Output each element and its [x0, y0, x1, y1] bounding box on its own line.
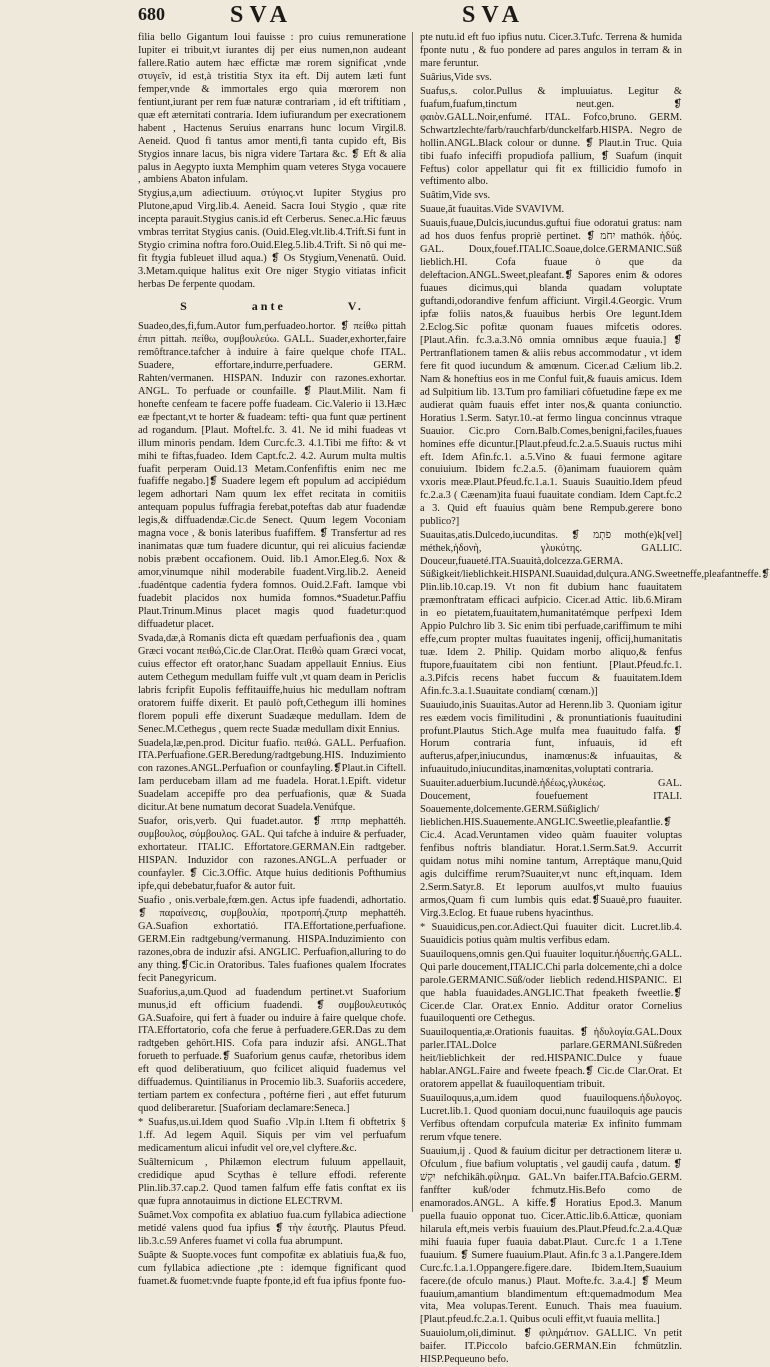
dictionary-entry: * Suauidicus,pen.cor.Adiect.Qui fuauiter dicit. Lucret.lib.4. Suauidicis potius quàm multis verfibus edam.	[420, 921, 682, 946]
section-heading-letter-v: V.	[347, 299, 364, 314]
column-divider	[412, 32, 413, 1212]
dictionary-entry: Suauiloquus,a,um.idem quod fuauiloquens.ἡδυλογος. Lucret.lib.1. Quod quoniam docui,nunc fuauiloquis age paucis Verfibus oftendam corpufcula materiæ Ex infinito fummam rerum vfque tenere.	[420, 1093, 682, 1144]
dictionary-entry: * Suafus,us.ui.Idem quod Suafio .Vlp.in l.Item fi obftetrix § 1.ff. Ad legem Aquil. Siquis per vim vel perfuafum medicamentum alicui infudit vel ore,vel clyftere.&c.	[138, 1117, 406, 1155]
dictionary-entry: Suauiter.aduerbium.Iucundè.ἡδέως,γλυκέως. GAL. Doucement, fouefuement ITALI. Soauemente,dolcemente.GERM.Süßiglich/ lieblichen.HIS.Suauemente.ANGLIC.Sweetlie,pleafantlie.❡ Cic.4. Acad.Veruntamen video quàm fuauiter voluptas fenfibus noftris blandiatur. Horat.1.Serm.Sat.9. Accurrit quidam notus mihi nomine tantum, Arreptáque manu,Quid agis dulciffime rerum?Suauiter,vt nunc eft,inquam. Idem 2.Serm.Satyr.8. Et leporum auulfos,vt multo fuauius armos,Quam fi cum lumbis quis edat.❡Suauè,pro fuauiter. Virg.3.Eclog. Et fuaue rubens hyacinthus.	[420, 778, 682, 919]
left-column	[138, 32, 406, 1287]
dictionary-entry: Suaue,ãt fuauitas.Vide SVAVIVM.	[420, 204, 565, 216]
dictionary-entry: Suâpte & Suopte.voces funt compofitæ ex ablatiuis fua,& fuo, cum fyllabica adiectione ,pte : idemque fignificant quod fuamet.& fuomet:vnde fuapte fponte,id eft fua ipfius fponte fuo-	[138, 1249, 406, 1287]
dictionary-entry: Suâlternicum , Philæmon electrum fuluum appellauit, credidique apud Scythas è tellure effodi. referente Plin.lib.37.cap.2. Quod tamen falfum effe fatis conftat ex iis quæ fupra annotauimus in dictione ELECTRVM.	[138, 1157, 406, 1207]
dictionary-entry: Suauiolum,oli,diminut. ❡ φιλημάτιον. GALLIC. Vn petit baifer. IT.Piccolo bafcio.GERMAN.Ein fchmützlin. HISP.Pequeuno befo.	[420, 1328, 682, 1366]
dictionary-entry: Suafio , onis.verbale,fœm.gen. Actus ipfe fuadendi, adhortatio. ❡ παραίνεσις, συμβουλία, προτροπή.ζπιπρ mephattéh. GA.Suafion exhortatió. ITA.Effortatione,perfuafione. GERM.Ein radtgebung/vermanung. HISPA.Induzimiento con razones,obra de induzir afsi. ANGLIC. Perfuafion,alluring to do any thing.❡Cic.in Oratoribus. Tales fuafiones qualem Ifocrates fecit Panegyricum.	[138, 894, 406, 984]
dictionary-entry: Suauis,fuaue,Dulcis,iucundus.guftui fiue odoratui gratus: nam ad hos duos fenfus propriè pertinet. ❡ יִחֹמ mathók. ἡδύς. GAL. Doux,fouef.ITALIC.Soaue,dolce.GERMANIC.Süß lieblich.HI. Cofa fuaue ò que da deleftacion.ANGL.Sweet,pleafant.❡ Sapores enim & odores fuaues dicimus,qui blanda quadam voluptate guftandi,odorandive fenfum afficiunt. Virgil.4.Georgic. Vrum ipfæ foliis natos,& fuauibus herbis Ore legunt.Idem 2.Eclog.Sic pofitæ quonam fuaues mifcetis odores. [Plaut.Afin. fc.3.a.3.Nô omnia omnibus æque fuauia.] ❡ Pertranflationem tamen & aliis rebus accommodatur , vt idem fere fit quod iucundum & amœnum. Cicer.ad Cælium lib.2. Nam & honeftius eos in me Conful fuit,& fuauis amicus. Idem ad Sulpitium lib. 13.Tum pro familiari cõfuetudine fæpe ex me audierat quàm fuauis effet inter nos,& quanta coniunctio. Horatius 1.Serm. Satyr.10.-at fermo lingua concinnus vtraque Suauior. Cic.pro Corn.Balb.Comes,benigni,faciles,fuaues homines effe dicuntur.[Plaut.pfeud.fc.2.a.5.Suauis ructus mihi eft. Idem Afin.fc.1. a.5.Vino & fuaui fermone agitare conuiuium. Ibidem fc.2.a.5. (ô)animam fuauiorem quàm vxoris meæ.Plaut.Pfeud.fc.1.a.1. Suauis Suauitio.Idem pfeud fc.2.a.3 ( Cæenam)ita fuaui fuauitate condiam. Idem Capt.fc.2 a 3. Quid eft fuauius quàm bene Rempub.gerere bono publico?]	[420, 218, 682, 528]
dictionary-entry: Suauitas,atis.Dulcedo,iucunditas. ❡ פֹתְמ moth(e)k[vel] méthek,ἡδονὴ, γλυκύτης. GALLIC. Douceur,fuaueté.ITA.Suauità,dolcezza.GERMA. Süßigkeit/lieblichkeit.HISPANI.Suauidad,dulçura.ANG.Sweetneffe,pleafantneffe.❡ Plin.lib.10.cap.19. Vt non fit dubium hanc fuauitatem præmonftratam efficaci aufpicio. Cicer.ad Attic. lib.6.Miram in eo pietatem,fuauitatem,humanitatémque perfpexi Idem Appio Pulchro lib 3. Sic enim tibi perfuade,cariffimum te mihi effe,cum propter multas fuauitates ingenij, officij,humanitatis tuæ. Idem 2. Philip. Quidam morbo aliquo,& fenfus ftupore,fuauitatem cibi non fentiunt. [Plaut.Pfeud.fc.1. a.3.Pifcis recens habet fuccum & fuauitatem.Idem Afin.fc.3.a.1.Suauitate condiam( cœnam.)]	[420, 530, 770, 697]
dictionary-entry: Suârius,Vide svs.	[420, 71, 492, 83]
section-heading-word: ante	[251, 299, 286, 314]
dictionary-entry: Suauiloquens,omnis gen.Qui fuauiter loquitur.ἡδυεπὴς.GALL. Qui parle doucement,ITALIC.Chi parla dolcemente,chi a dolce parole.GERMANIC.Süß/oder lieblich redend.HISPANIC. El que habla fuauidades.ANGLIC.That fpeaketh fweetlie.❡ Cicer.de Clar. Orat.ex Ennio. Additur orator Cornelius fuauiloquenti ore Cethegus.	[420, 948, 683, 1025]
section-heading-letter: S	[180, 299, 190, 314]
dictionary-entry: Suafor, oris,verb. Qui fuadet.autor. ❡ πτπρ mephattéh. συμβουλος, σύμβουλος. GAL. Qui tafche à induire & perfuader, exhortateur. ITALIC. Effortatore.GERMAN.Ein radtgeber. HISPAN. Induzidor con razones.ANGL.A perfuader or counfayler. ❡ Cic.3.Offic. Atque huius deditionis Pofthumius ipfe,qui debebatur,fuafor & autor fuit.	[138, 816, 406, 892]
section-heading	[138, 300, 406, 313]
dictionary-entry: Suaforius,a,um.Quod ad fuadendum pertinet.vt Suaforium munus,id eft officium fuadendi. ❡ συμβουλευτικός GA.Suafoire, qui fert à fuader ou induire à faire quelque chofe. ITA.Effortatorio, cofa che ferue à perfuadere.GER.Das zu dem radtgeben gehört.HIS. Cofa para induzir afsi. ANGL.That forueth to perfuade.❡ Suaforium genus caufæ, rhetoribus idem eft quod deliberatiuum, quo fcilicet aliquid fuademus vel diffuademus. Quintilianus in Procemio lib.3. Suaforiis accedere, tertiam partem ex confectura , poftérne fieri , aut effet futurum quod deliberaretur. [Suaforiam declamare:Seneca.]	[138, 986, 406, 1115]
dictionary-entry: Suâtim,Vide svs.	[420, 190, 491, 202]
dictionary-entry: Suadela,læ,pen.prod. Dicitur fuafio. πειθώ. GALL. Perfuafion. ITA.Perfuafione.GER.Beredung/radtgebung.HIS. Induzimiento con razones.ANGL.Perfuafion or counfayling.❡Plaut.in Ciftell. Iam perducebam illam ad me fuadela. Horat.1.Epift. videtur Suadelam accepiffe pro dea perfuafionis, quæ & Suada dicitur.At bene numatum decorat Suadela.Venúfque.	[138, 737, 406, 814]
dictionary-entry: pte nutu.id eft fuo ipfius nutu. Cicer.3.Tufc. Terrena & humida fponte nutu , & fuo pondere ad pares angulos in terram & in mare feruntur.	[420, 32, 682, 69]
running-head-right: SVA	[462, 2, 525, 28]
dictionary-entry: filia bello Gigantum Ioui fauisse : pro cuius remuneratione Iupiter ei tribuit,vt iurantes dij per eius numen,non audeant fallere.Ratio autem hæc effictæ mæ rorem significat ,vnde στυγεῖν, id est,à tristitia Styx ita eft. Dij autem læti funt femper,vnde & immortales ergo quia mœrorem non fentiunt,iurant per rem fuæ naturæ contrariam , id eft triftitiam , quæ eft æternitati contraria. Idem iufiurandum per execrationem habent , Hactenus Seruius enarrans hunc locum Virgil.8. Aeneid. Quod fi tantus amor menti,fi tanta cupido eft, Bis Stygios innare lacus, bis nigra videre Tartara &c. ❡ Eft & alia palus in Aegypto iuxta Memphim quam veteres Styga vocauere , ambiens Abaton infulam.	[138, 32, 406, 186]
dictionary-entry: Suadeo,des,fi,fum.Autor fum,perfuadeo.hortor. ❡ πείθω pittah ἐπιπ pittah. πείθω, συμβουλεύω. GALL. Suader,exhorter,faire remôftrance.tafcher à induire à faire quelque chofe ITAL. Suadere, effortare,indurre,perfuadere. GERM. Rahten/vermanen. HISPAN. Induzir con razones.exhortar. ANGL. To perfuade or counfaille. ❡ Plaut.Milit. Nam fi honefte cenfeam te facere poffe fuadeam. Cic.Valerio ii 13.Hæc eæ fpectant,vt te horter & fuadeam: tefti- qua funt quæ pertinent ad rogandum. [Plaut. Moftel.fc. 3. 41. Ne id mihi fuadeas vt illum minoris pendam. Idem Curc.fc.3. 4.1.Tibi me fifto: & vt mihi te fiftas,fuadeo. Idem Capt.fc.2. 4.2. Aurum multa multis fuafit perperam Ouid.13 Metam.Confenfiftis enim nec me fuafiffe negabo.]❡ Suadere legem eft populum ad accipiédum legem adhortari Nam quum lex effet recitata in comitiis antequam populus fuffragia ferebat,poteftas dab atur fuadendæ legis,& diffuadendæ.Cic.de Senect. Quum legem Voconiam magna voce , & bonis lateribus fuafiffem. ❡ Transfertur ad res inanimatas quæ tum fuadere dicuntur, qui rei alicuius faciendæ nobis præbent occafionem. Ouid. lib.1 Amor.Eleg.6. Nox & amor,vinumque nihil moderabile fuadent.Virg.lib.2. Aeneid .fuadéntque cadentia fydera fomnos. Ouid.2.Faft. Iamque vbi fuadebit placidos nox humida fomnos.*Suadetur.Paffiu Plaut.Trinum.Minus placet magis quod fuadetur:quod diffuadetur placet.	[138, 321, 406, 630]
dictionary-entry: Suauiudo,inis Suauitas.Autor ad Herenn.lib 3. Quoniam igitur res eædem vocis fimilitudini , & pronuntiationis fuauitudini profunt.Plautus Stich.Age mulfa mea fuauitudo falfa. ❡ Horum contraria funt, infuauis, id eft aufterus,afper,iniucundus, inamœnus:& infuauitas, & infuauitudo,iniucunditas,inamœnitas,voluptati contraria.	[420, 699, 682, 776]
page-number: 680	[138, 4, 165, 24]
dictionary-entry: Suâmet.Vox compofita ex ablatiuo fua.cum fyllabica adiectione metidé valens quod fua ipfius ❡ τὴν ἑαυτῆς. Plautus Pfeud. lib.3.c.59 Anferes fuamet vi colla fua abrumpunt.	[138, 1209, 406, 1247]
dictionary-entry: Stygius,a,um adiectiuum. στύγιος.vt Iupiter Stygius pro Plutone,apud Virg.lib.4. Aeneid. Sacra Ioui Stygio , quæ rite incepta parauit.Stygius canis.id eft Cerberus. Senec.a.Hic fæuus vmbras territat Stygius canis. (Ouid.Eleg.vlt.lib.4.Trift.Si funt in Stygio crimina noftra foro.Ouid.Eleg.5.lib.4.Trift. Si nô qui me- fit ftygia fubleuet illud aqua.) ❡ Os Stygium,Venenatû. Ouid. 3.Metam.quique halitus exit Ore niger Stygio vitiatas inficit herbas De ferpente quodam.	[138, 188, 406, 291]
right-column	[420, 32, 770, 1366]
dictionary-entry: Suauiloquentia,æ.Orationis fuauitas. ❡ ἡδυλογία.GAL.Doux parler.ITAL.Dolce parlare.GERMANI.Süßreden heit/lieblichkeit der red.HISPANIC.Dulce y fuaue hablar.ANGL.Faire and fweete fpeach.❡ Cic.de Clar.Orat. Et oratorem appellat & fuauiloquentiam tribuit.	[420, 1027, 682, 1091]
dictionary-entry: Suafus,s. color.Pullus & impluuiatus. Legitur & fuafum,fuafum,tinctum neut.gen. ❡ φαιὸν.GALL.Noir,enfumé. ITAL. Fofco,bruno. GERM. Schwartzlechte/farb/rauchfarb/dunckelfarb.HISPA. Negro de hollin.ANGL.Black colour or dunne. ❡ Plaut.in Truc. Quia tibi fuafo infeciffi propudiofa pallium, ❡ Suafum (inquit Feftus) color appellatur qui fit ex ftillicidio fumofo in veftimento albo.	[420, 85, 682, 188]
running-head-left: SVA	[230, 2, 293, 28]
page-header	[0, 2, 700, 32]
dictionary-entry: Svada,dæ,à Romanis dicta eft quædam perfuafionis dea , quam Græci vocant πειθώ,Cic.de Clar.Orat. Πειθὼ quam Græci vocat, cuius effector eft orator,hanc Suadam appellauit Ennius. Eius autem Cethegum medullam fuiffe vult ,vt quam deam in Periclis labris fcripfit Eupolis feffitauiffe,huius hic medullam noftram oratorem fuiffe dixerit. Et paulò poft,Cethegum illi homines florem populi effe dixerunt Suadæque medullam. Idem de Senec.M.Cethegus , quem recte Suadæ medullam dixit Ennius.	[138, 632, 406, 735]
dictionary-entry: Suauium,ij . Quod & fauium dicitur per detractionem literæ u. Ofculum , fiue bafium voluptatis , vel gaudij caufa , datum. ❡ יִקְשׁ nefchikâh.φίλημα. GAL.Vn baifer.ITA.Bafcio.GERM. fanffter kuß/oder fchmutz.His.Befo como de enamorados.ANGL. A kiffe.❡ Horatius Epod.3. Manum puella fuauio opponat tuo. Cicer.Attic.lib.6.Atticæ, quoniam hilarula eft,meis verbis fuauium des.Plaut.Pfeud.fc.2.a.4.Quæ mihi fuauia fuper fuauia dabat.Plaut. Curc.fc 1 a 1.Tene fuauium. ❡ Sumere fuauium.Plaut. Afin.fc 3 a.1.Pangere.Idem Curc.fc.1.a.1.Oppangere.figere.dare. Ibidem.Item,Suauium facere.(de ofculo manus.) Plaut. Mofte.fc. 3.a.4.] ❡ Meum fuauium,amantium blandimentum eft:quemadmodum Mea vita, Mea volupas.Terent. Eunuch. Thais mea fuauium.[Plaut.pfeud.fc.2.a.1. Quibus oculi effit,vt fuauia mellita.]	[420, 1146, 682, 1326]
